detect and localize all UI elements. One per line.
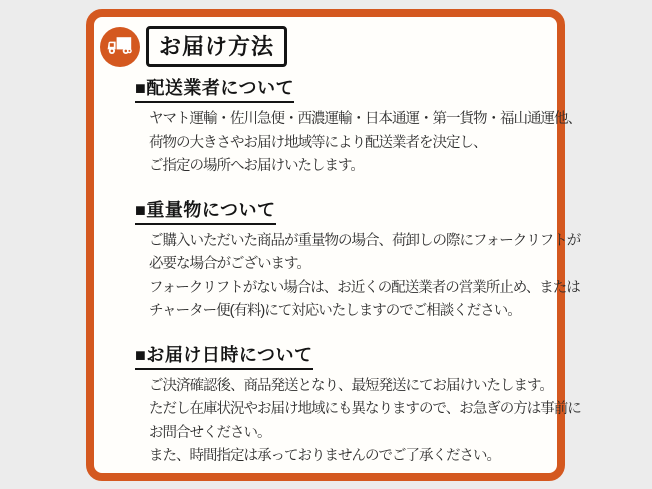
page-title: お届け方法 xyxy=(146,26,287,67)
body-line: ご指定の場所へお届けいたします。 xyxy=(149,158,364,174)
section-heavy-items-header: ■重量物について xyxy=(135,196,276,225)
body-line: チャーター便(有料)にて対応いたしますのでご相談ください。 xyxy=(149,303,521,319)
section-delivery-date-header: ■お届け日時について xyxy=(135,341,313,370)
section-carriers-body xyxy=(149,108,581,179)
section-carriers xyxy=(135,74,581,179)
delivery-truck-icon xyxy=(100,27,140,67)
section-delivery-date xyxy=(135,341,581,469)
section-carriers-header: ■配送業者について xyxy=(135,74,294,103)
body-line: ご決済確認後、商品発送となり、最短発送にてお届けいたします。 xyxy=(149,377,553,394)
sections xyxy=(135,74,581,469)
section-heavy-items-body xyxy=(149,230,581,324)
body-line: フォークリフトがない場合は、お近くの配送業者の営業所止め、または xyxy=(149,279,580,296)
delivery-info-card xyxy=(86,9,581,481)
body-line: お問合せください。 xyxy=(149,424,271,441)
body-line: ご購入いただいた商品が重量物の場合、荷卸しの際にフォークリフトが xyxy=(149,232,581,249)
title-row xyxy=(100,26,557,67)
body-line: また、時間指定は承っておりませんのでご了承ください。 xyxy=(149,448,500,464)
section-delivery-date-body xyxy=(149,375,581,469)
section-heavy-items xyxy=(135,196,581,324)
body-line: ヤマト運輸・佐川急便・西濃運輸・日本通運・第一貨物・福山通運他、 xyxy=(149,111,581,127)
body-line: 荷物の大きさやお届け地域等により配送業者を決定し、 xyxy=(149,134,487,151)
body-line: 必要な場合がございます。 xyxy=(149,256,310,272)
body-line: ただし在庫状況やお届け地域にも異なりますので、お急ぎの方は事前に xyxy=(149,401,581,417)
